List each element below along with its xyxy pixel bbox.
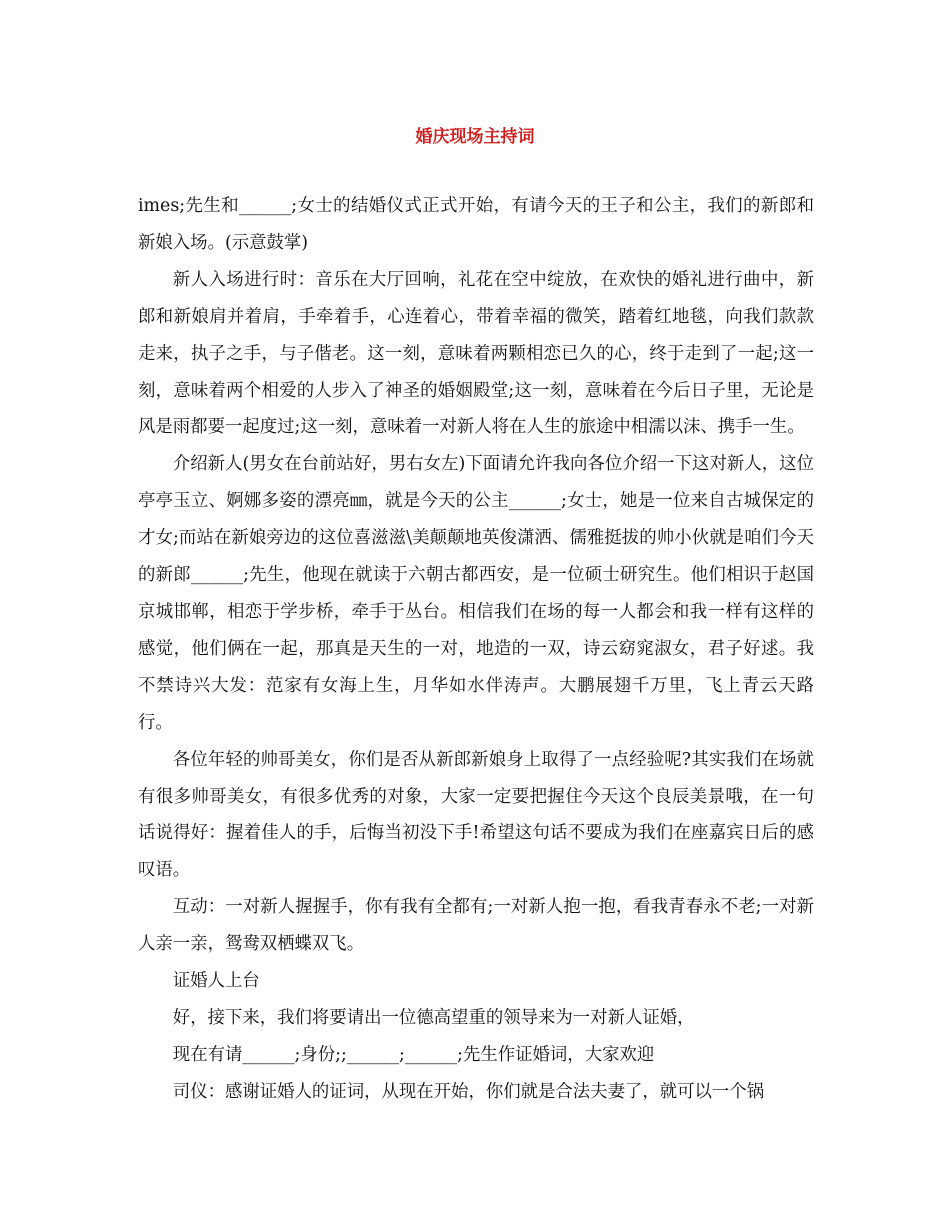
paragraph-host-closing: 司仪：感谢证婚人的证词，从现在开始，你们就是合法夫妻了，就可以一个锅 xyxy=(172,1081,765,1102)
document-title: 婚庆现场主持词 xyxy=(415,127,535,147)
paragraph-opening: imes;先生和______;女士的结婚仪式正式开始，有请今天的王子和公主，我们的新郎和新娘入场。(示意鼓掌) xyxy=(138,196,814,253)
paragraph-witness-invite: 好，接下来，我们将要请出一位德高望重的领导来为一对新人证婚， xyxy=(172,1007,695,1028)
paragraph-interaction: 互动：一对新人握握手，你有我有全都有;一对新人抱一抱，看我青春永不老;一对新人亲一亲，鸳鸯双栖蝶双飞。 xyxy=(138,897,814,955)
paragraph-introduction: 介绍新人(男女在台前站好，男右女左)下面请允许我向各位介绍一下这对新人，这位亭亭玉立、婀娜多姿的漂亮㎜，就是今天的公主______;女士，她是一位来自古城保定的才女;而站在新娘旁边的这位喜滋滋\美颠颠地英俊潇洒、儒雅挺拔的帅小伙就是咱们今天的新郎______;先生，他现在就读于六朝古都西安，是一位硕士研究生。他们相识于赵国京城邯郸，相恋于学步桥，牵手于丛台。相信我们在场的每一人都会和我一样有这样的感觉，他们俩在一起，那真是天生的一对，地造的一双，诗云窈窕淑女，君子好逑。我不禁诗兴大发：范家有女海上生，月华如水伴涛声。大鹏展翅千万里，飞上青云天路行。 xyxy=(138,454,814,733)
paragraph-entrance: 新人入场进行时：音乐在大厅回响，礼花在空中绽放，在欢快的婚礼进行曲中，新郎和新娘肩并着肩，手牵着手，心连着心，带着幸福的微笑，踏着红地毯，向我们款款走来，执子之手，与子偕老。这一刻，意味着两颗相恋已久的心，终于走到了一起;这一刻，意味着两个相爱的人步入了神圣的婚姻殿堂;这一刻，意味着在今后日子里，无论是风是雨都要一起度过;这一刻，意味着一对新人将在人生的旅途中相濡以沫、携手一生。 xyxy=(138,269,814,438)
paragraph-witness-intro: 现在有请______;身份;;______;______;先生作证婚词，大家欢迎 xyxy=(172,1044,655,1065)
paragraph-guests: 各位年轻的帅哥美女，你们是否从新郎新娘身上取得了一点经验呢?其实我们在场就有很多帅哥美女，有很多优秀的对象，大家一定要把握住今天这个良辰美景哦，在一句话说得好：握着佳人的手，后悔当初没下手!希望这句话不要成为我们在座嘉宾日后的感叹语。 xyxy=(138,749,814,881)
document-body xyxy=(138,188,814,1111)
paragraph-witness-heading: 证婚人上台 xyxy=(172,971,260,992)
